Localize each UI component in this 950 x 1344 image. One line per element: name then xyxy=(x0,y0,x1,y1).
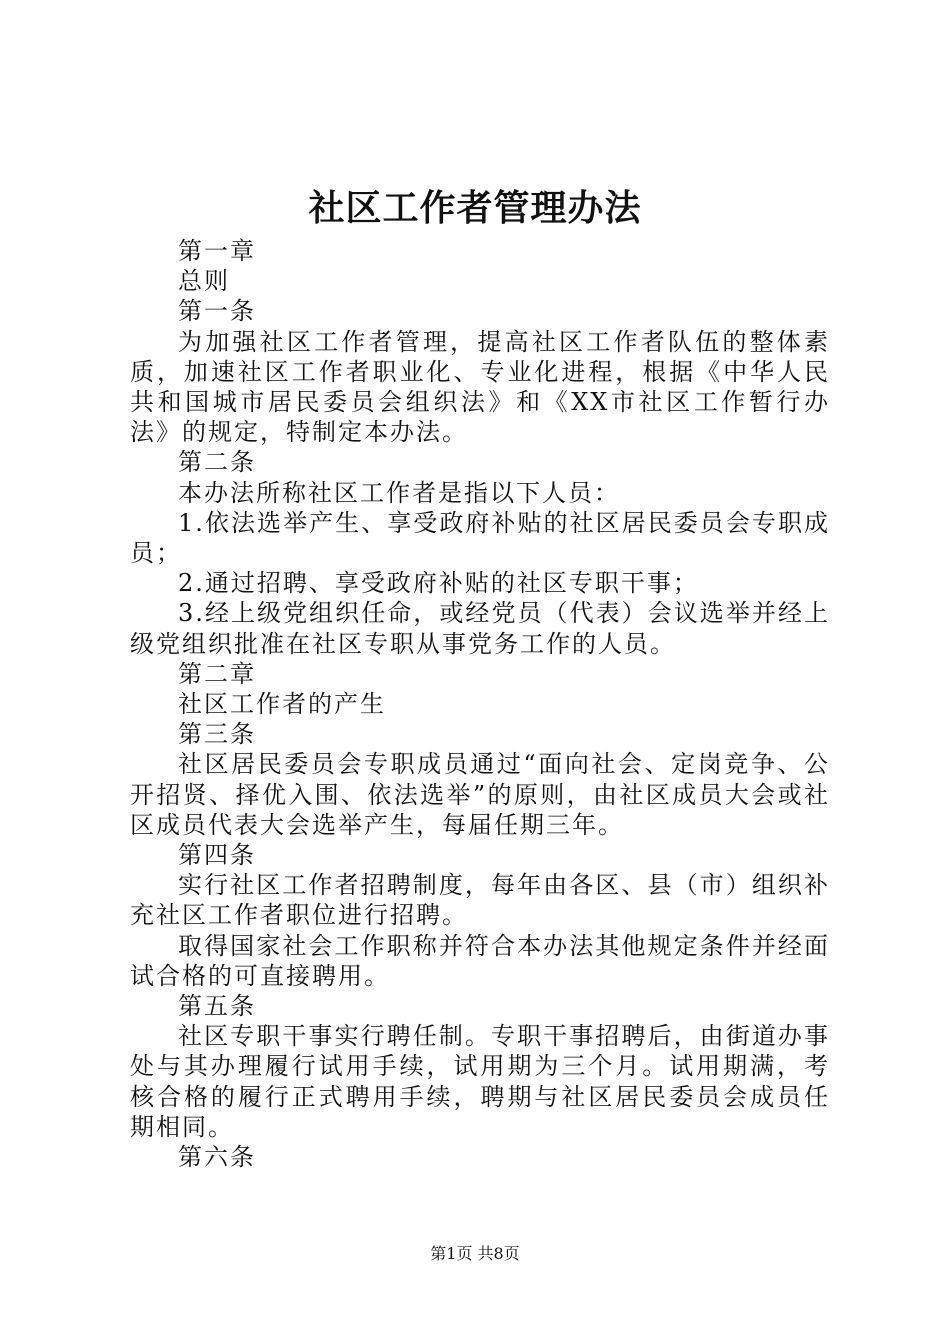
paragraph: 实行社区工作者招聘制度，每年由各区、县（市）组织补充社区工作者职位进行招聘。 xyxy=(130,871,830,930)
document-body xyxy=(130,236,830,1172)
paragraph: 社区专职干事实行聘任制。专职干事招聘后，由街道办事处与其办理履行试用手续，试用期为三个月。试用期满，考核合格的履行正式聘用手续，聘期与社区居民委员会成员任期相同。 xyxy=(130,1022,830,1141)
paragraph: 3.经上级党组织任命，或经党员（代表）会议选举并经上级党组织批准在社区专职从事党务工作的人员。 xyxy=(130,599,830,658)
paragraph: 社区居民委员会专职成员通过“面向社会、定岗竞争、公开招贤、择优入围、依法选举”的原则，由社区成员大会或社区成员代表大会选举产生，每届任期三年。 xyxy=(130,750,830,839)
paragraph: 为加强社区工作者管理，提高社区工作者队伍的整体素质，加速社区工作者职业化、专业化进程，根据《中华人民共和国城市居民委员会组织法》和《XX市社区工作暂行办法》的规定，特制定本办法。 xyxy=(130,327,830,447)
document-title: 社区工作者管理办法 xyxy=(308,187,642,229)
paragraph: 第一章 xyxy=(178,237,256,265)
paragraph: 第四条 xyxy=(178,841,256,870)
paragraph: 本办法所称社区工作者是指以下人员： xyxy=(178,478,620,507)
paragraph: 2.通过招聘、享受政府补贴的社区专职干事； xyxy=(178,569,699,598)
paragraph: 第一条 xyxy=(178,297,256,326)
paragraph: 第二条 xyxy=(178,448,256,477)
paragraph: 1.依法选举产生、享受政府补贴的社区居民委员会专职成员； xyxy=(130,508,830,568)
paragraph: 社区工作者的产生 xyxy=(178,690,386,719)
paragraph: 第五条 xyxy=(178,992,256,1021)
paragraph: 第三条 xyxy=(178,720,256,749)
paragraph: 第六条 xyxy=(178,1143,256,1172)
paragraph: 总则 xyxy=(178,267,230,296)
paragraph: 第二章 xyxy=(178,659,256,688)
page-footer: 第1页 共8页 xyxy=(430,1244,520,1263)
paragraph: 取得国家社会工作职称并符合本办法其他规定条件并经面试合格的可直接聘用。 xyxy=(130,931,830,990)
